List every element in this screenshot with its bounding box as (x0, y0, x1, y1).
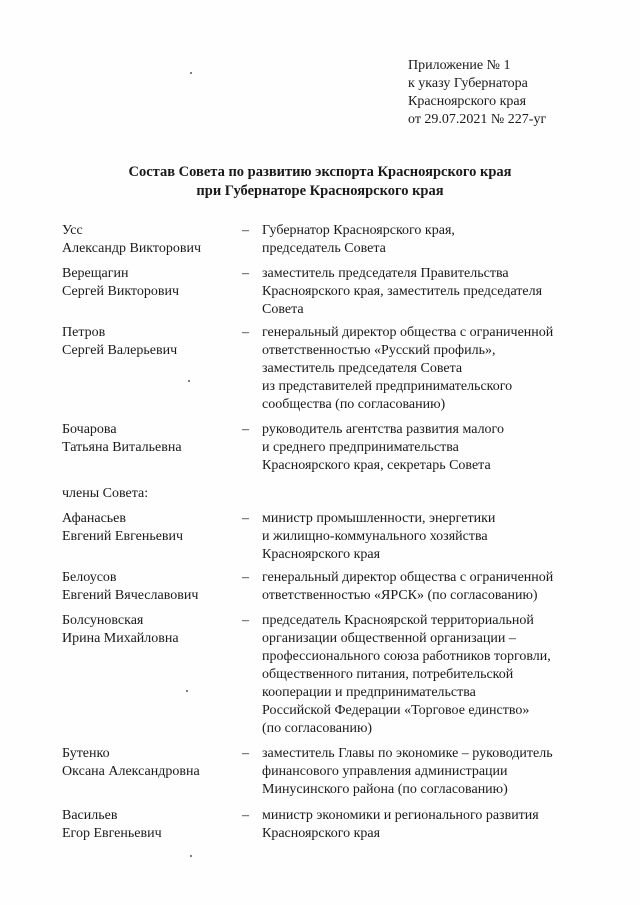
document-title (0, 163, 640, 201)
position-line: Совета (262, 302, 304, 317)
appendix-block (408, 57, 628, 129)
given-names: Егор Евгеньевич (62, 826, 162, 841)
position-line: кооперации и предпринимательства (262, 685, 476, 700)
position-line: председатель Совета (262, 241, 386, 256)
dash-separator: – (242, 223, 249, 238)
position-line: финансового управления администрации (262, 764, 508, 779)
position-line: и среднего предпринимательства (262, 440, 459, 455)
position-line: из представителей предпринимательского (262, 379, 513, 394)
title-line-2: при Губернаторе Красноярского края (196, 183, 444, 199)
member-name (62, 745, 237, 781)
scan-speck (190, 855, 192, 857)
position-line: генеральный директор общества с ограниченной (262, 325, 554, 340)
position-line: профессионального союза работников торговли, (262, 649, 551, 664)
position-line: Минусинского района (по согласованию) (262, 782, 508, 797)
position-line: организации общественной организации – (262, 631, 516, 646)
appendix-line-2: к указу Губернатора (408, 76, 528, 91)
position-line: (по согласованию) (262, 721, 373, 736)
position-line: и жилищно-коммунального хозяйства (262, 529, 488, 544)
member-position (262, 745, 602, 799)
dash-separator: – (242, 325, 249, 340)
member-position (262, 324, 602, 414)
position-line: Российской Федерации «Торговое единство» (262, 703, 530, 718)
scan-speck (186, 690, 188, 692)
member-name (62, 222, 237, 258)
member-name (62, 612, 237, 648)
dash-separator: – (242, 570, 249, 585)
surname: Белоусов (62, 570, 117, 585)
surname: Бочарова (62, 422, 117, 437)
surname: Васильев (62, 808, 118, 823)
member-name (62, 324, 237, 360)
surname: Усс (62, 223, 83, 238)
position-line: Красноярского края (262, 826, 381, 841)
position-line: заместитель председателя Правительства (262, 266, 509, 281)
position-line: Красноярского края, секретарь Совета (262, 458, 491, 473)
given-names: Ирина Михайловна (62, 631, 179, 646)
surname: Афанасьев (62, 511, 126, 526)
given-names: Сергей Валерьевич (62, 343, 178, 358)
position-line: ответственностью «ЯРСК» (по согласованию) (262, 588, 538, 603)
surname: Верещагин (62, 266, 129, 281)
position-line: общественного питания, потребительской (262, 667, 514, 682)
member-position (262, 265, 602, 319)
position-line: Губернатор Красноярского края, (262, 223, 455, 238)
dash-separator: – (242, 511, 249, 526)
dash-separator: – (242, 808, 249, 823)
member-position (262, 510, 602, 564)
member-name (62, 265, 237, 301)
position-line: Красноярского края, заместитель председателя (262, 284, 543, 299)
position-line: министр промышленности, энергетики (262, 511, 496, 526)
member-position (262, 222, 602, 258)
member-position (262, 807, 602, 843)
scan-speck (190, 72, 192, 74)
title-line-1: Состав Совета по развитию экспорта Красноярского края (128, 164, 512, 180)
member-name (62, 569, 237, 605)
surname: Бутенко (62, 746, 110, 761)
position-line: генеральный директор общества с ограниченной (262, 570, 554, 585)
dash-separator: – (242, 613, 249, 628)
given-names: Оксана Александровна (62, 764, 200, 779)
position-line: председатель Красноярской территориальной (262, 613, 534, 628)
appendix-line-3: Красноярского края (408, 94, 527, 109)
member-name (62, 510, 237, 546)
given-names: Евгений Евгеньевич (62, 529, 184, 544)
position-line: заместитель Главы по экономике – руководитель (262, 746, 553, 761)
dash-separator: – (242, 266, 249, 281)
member-name (62, 807, 237, 843)
surname: Болсуновская (62, 613, 144, 628)
position-line: сообщества (по согласованию) (262, 397, 446, 412)
members-label: члены Совета: (62, 486, 149, 501)
appendix-line-1: Приложение № 1 (408, 58, 511, 73)
member-position (262, 612, 602, 738)
surname: Петров (62, 325, 106, 340)
scan-speck (188, 380, 190, 382)
position-line: министр экономики и регионального развития (262, 808, 539, 823)
position-line: ответственностью «Русский профиль», (262, 343, 496, 358)
dash-separator: – (242, 746, 249, 761)
dash-separator: – (242, 422, 249, 437)
member-position (262, 421, 602, 475)
position-line: заместитель председателя Совета (262, 361, 463, 376)
position-line: руководитель агентства развития малого (262, 422, 504, 437)
given-names: Сергей Викторович (62, 284, 180, 299)
given-names: Евгений Вячеславович (62, 588, 199, 603)
position-line: Красноярского края (262, 547, 381, 562)
member-name (62, 421, 237, 457)
member-position (262, 569, 602, 605)
given-names: Александр Викторович (62, 241, 202, 256)
appendix-line-4: от 29.07.2021 № 227-уг (408, 112, 547, 127)
given-names: Татьяна Витальевна (62, 440, 182, 455)
